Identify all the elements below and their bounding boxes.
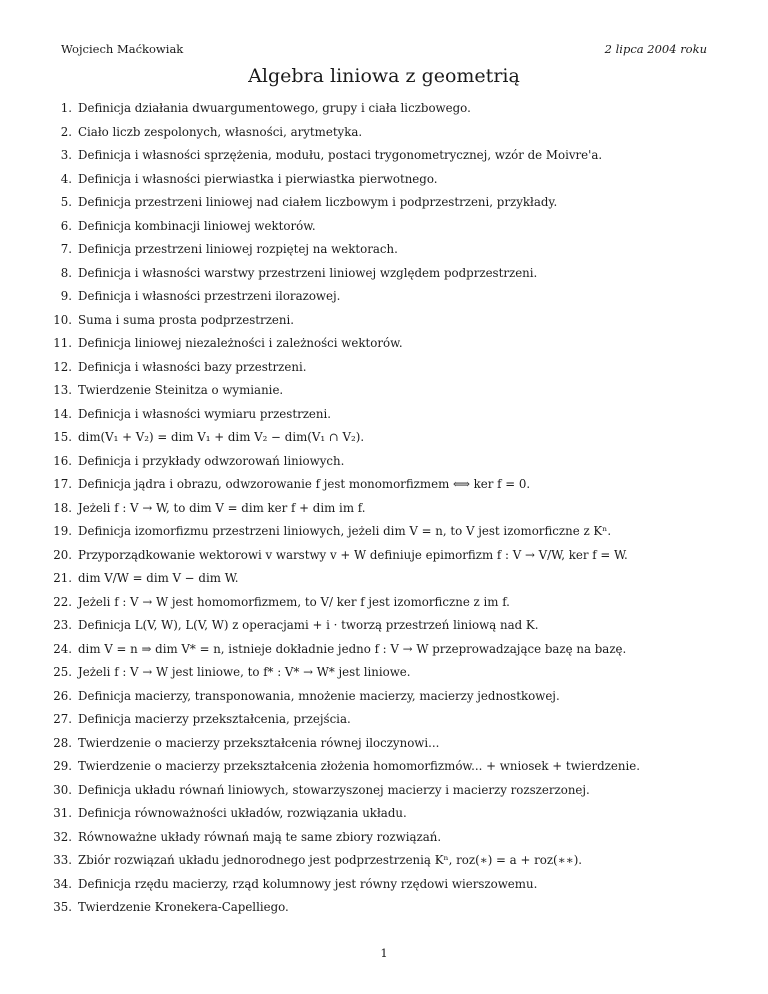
list-item-text: dim V/W = dim V − dim W. <box>78 571 239 585</box>
list-item-text: Twierdzenie o macierzy przekształcenia równej iloczynowi... <box>78 735 440 750</box>
list-item-text: Definicja macierzy przekształcenia, przejścia. <box>78 712 351 726</box>
list-item-number: 26. <box>53 688 72 703</box>
list-item-text: Definicja liniowej niezależności i zależności wektorów. <box>78 336 403 350</box>
list-item-number: 11. <box>53 336 72 350</box>
list-item-number: 22. <box>53 594 72 609</box>
list-item <box>52 900 732 914</box>
list-item <box>52 360 732 374</box>
list-item-number: 23. <box>53 618 72 632</box>
document-title: Algebra liniowa z geometrią <box>248 65 520 87</box>
list-item-number: 5. <box>60 195 72 209</box>
list-item-number: 2. <box>60 124 72 139</box>
list-item-number: 19. <box>53 524 72 538</box>
list-item-number: 14. <box>53 406 72 421</box>
list-item-text: Twierdzenie Kronekera-Capelliego. <box>78 900 289 914</box>
list-item <box>52 618 732 632</box>
list-item <box>52 383 732 397</box>
list-item-number: 25. <box>53 665 72 679</box>
list-item-number: 30. <box>53 782 72 797</box>
list-item <box>52 830 732 844</box>
list-item <box>52 407 732 421</box>
list-item <box>52 712 732 726</box>
list-item <box>52 642 732 656</box>
list-item-text: Definicja równoważności układów, rozwiązania układu. <box>78 806 407 820</box>
list-item <box>52 571 732 585</box>
list-item <box>52 172 732 186</box>
list-item-text: Definicja i własności przestrzeni ilorazowej. <box>78 289 341 303</box>
list-item-text: dim V = n ⇒ dim V* = n, istnieje dokładnie jedno f : V → W przeprowadzające bazę na bazę. <box>78 641 627 656</box>
list-item <box>52 783 732 797</box>
list-item-text: Definicja i własności wymiaru przestrzeni. <box>78 406 332 421</box>
list-item <box>52 477 732 491</box>
list-item-text: Definicja jądra i obrazu, odwzorowanie f jest monomorfizmem ⟺ ker f = 0. <box>78 477 531 491</box>
list-item-text: Suma i suma prosta podprzestrzeni. <box>78 312 295 327</box>
list-item-number: 6. <box>60 218 72 233</box>
list-item-text: Definicja L(V, W), L(V, W) z operacjami + i · tworzą przestrzeń liniową nad K. <box>78 618 539 632</box>
list-item-text: Twierdzenie Steinitza o wymianie. <box>78 383 284 397</box>
list-item-number: 24. <box>53 641 72 656</box>
list-item-number: 13. <box>53 383 72 397</box>
list-item <box>52 195 732 209</box>
list-item-number: 12. <box>53 359 72 374</box>
list-item-text: Definicja izomorfizmu przestrzeni liniowych, jeżeli dim V = n, to V jest izomorficzne z Kⁿ. <box>78 524 612 538</box>
list-item-text: Definicja przestrzeni liniowej rozpiętej na wektorach. <box>78 242 398 256</box>
list-item-number: 29. <box>53 759 72 773</box>
list-item <box>52 853 732 867</box>
list-item <box>52 524 732 538</box>
list-item-number: 35. <box>53 900 72 914</box>
list-item-text: Definicja i własności bazy przestrzeni. <box>78 359 307 374</box>
list-item-number: 3. <box>60 148 72 162</box>
list-item-number: 4. <box>60 171 72 186</box>
list-item-number: 27. <box>53 712 72 726</box>
list-item-number: 8. <box>60 265 72 280</box>
list-item-text: Przyporządkowanie wektorowi v warstwy v + W definiuje epimorfizm f : V → V/W, ker f = W. <box>78 547 628 562</box>
list-item <box>52 877 732 891</box>
list-item-text: Równoważne układy równań mają te same zbiory rozwiązań. <box>78 829 442 844</box>
list-item-number: 10. <box>53 312 72 327</box>
list-item <box>52 501 732 515</box>
list-item <box>52 125 732 139</box>
list-item <box>52 266 732 280</box>
list-item <box>52 242 732 256</box>
list-item-text: Ciało liczb zespolonych, własności, arytmetyka. <box>78 124 363 139</box>
list-item-text: Definicja rzędu macierzy, rząd kolumnowy jest równy rzędowi wierszowemu. <box>78 876 538 891</box>
list-item-number: 21. <box>53 571 72 585</box>
list-item <box>52 689 732 703</box>
list-item-number: 28. <box>53 735 72 750</box>
page-header-date: 2 lipca 2004 roku <box>604 42 707 56</box>
list-item-number: 32. <box>53 829 72 844</box>
list-item-number: 9. <box>60 289 72 303</box>
list-item <box>52 806 732 820</box>
list-item <box>52 759 732 773</box>
list-item-text: Zbiór rozwiązań układu jednorodnego jest podprzestrzenią Kⁿ, roz(∗) = a + roz(∗∗). <box>78 853 583 867</box>
list-item-number: 33. <box>53 853 72 867</box>
list-item-number: 34. <box>53 876 72 891</box>
list-item-text: Definicja działania dwuargumentowego, grupy i ciała liczbowego. <box>78 101 471 115</box>
list-item <box>52 736 732 750</box>
list-item-text: Jeżeli f : V → W jest liniowe, to f* : V* → W* jest liniowe. <box>78 665 411 679</box>
list-item-text: Definicja układu równań liniowych, stowarzyszonej macierzy i macierzy rozszerzonej. <box>78 782 590 797</box>
list-item <box>52 101 732 115</box>
list-item <box>52 595 732 609</box>
list-item <box>52 219 732 233</box>
list-item-number: 16. <box>53 453 72 468</box>
list-item <box>52 336 732 350</box>
list-item <box>52 454 732 468</box>
list-item-text: Definicja i własności pierwiastka i pierwiastka pierwotnego. <box>78 171 438 186</box>
list-item <box>52 665 732 679</box>
list-item <box>52 148 732 162</box>
list-item-number: 15. <box>53 430 72 444</box>
page-number: 1 <box>380 946 388 960</box>
list-item-number: 17. <box>53 477 72 491</box>
list-item-number: 18. <box>53 500 72 515</box>
list-item <box>52 289 732 303</box>
list-item-text: Definicja kombinacji liniowej wektorów. <box>78 218 316 233</box>
list-item-text: Definicja i przykłady odwzorowań liniowych. <box>78 453 345 468</box>
list-item-text: Definicja macierzy, transponowania, mnożenie macierzy, macierzy jednostkowej. <box>78 688 560 703</box>
list-item-number: 31. <box>53 806 72 820</box>
list-item-text: Definicja i własności sprzężenia, modułu, postaci trygonometrycznej, wzór de Moivre'a. <box>78 148 603 162</box>
list-item <box>52 313 732 327</box>
list-item <box>52 430 732 444</box>
list-item-text: Definicja i własności warstwy przestrzeni liniowej względem podprzestrzeni. <box>78 265 538 280</box>
list-item-text: Twierdzenie o macierzy przekształcenia złożenia homomorfizmów... + wniosek + twierdzenie. <box>78 759 640 773</box>
list-item-number: 7. <box>60 242 72 256</box>
list-item-number: 20. <box>53 547 72 562</box>
list-item-text: Definicja przestrzeni liniowej nad ciałem liczbowym i podprzestrzeni, przykłady. <box>78 195 558 209</box>
list-item-text: Jeżeli f : V → W, to dim V = dim ker f + dim im f. <box>78 500 366 515</box>
list-item-text: dim(V₁ + V₂) = dim V₁ + dim V₂ − dim(V₁ ∩ V₂). <box>78 430 365 444</box>
page-header-author: Wojciech Maćkowiak <box>61 42 184 56</box>
list-item-number: 1. <box>60 101 72 115</box>
list-item-text: Jeżeli f : V → W jest homomorfizmem, to V/ ker f jest izomorficzne z im f. <box>78 594 510 609</box>
list-item <box>52 548 732 562</box>
